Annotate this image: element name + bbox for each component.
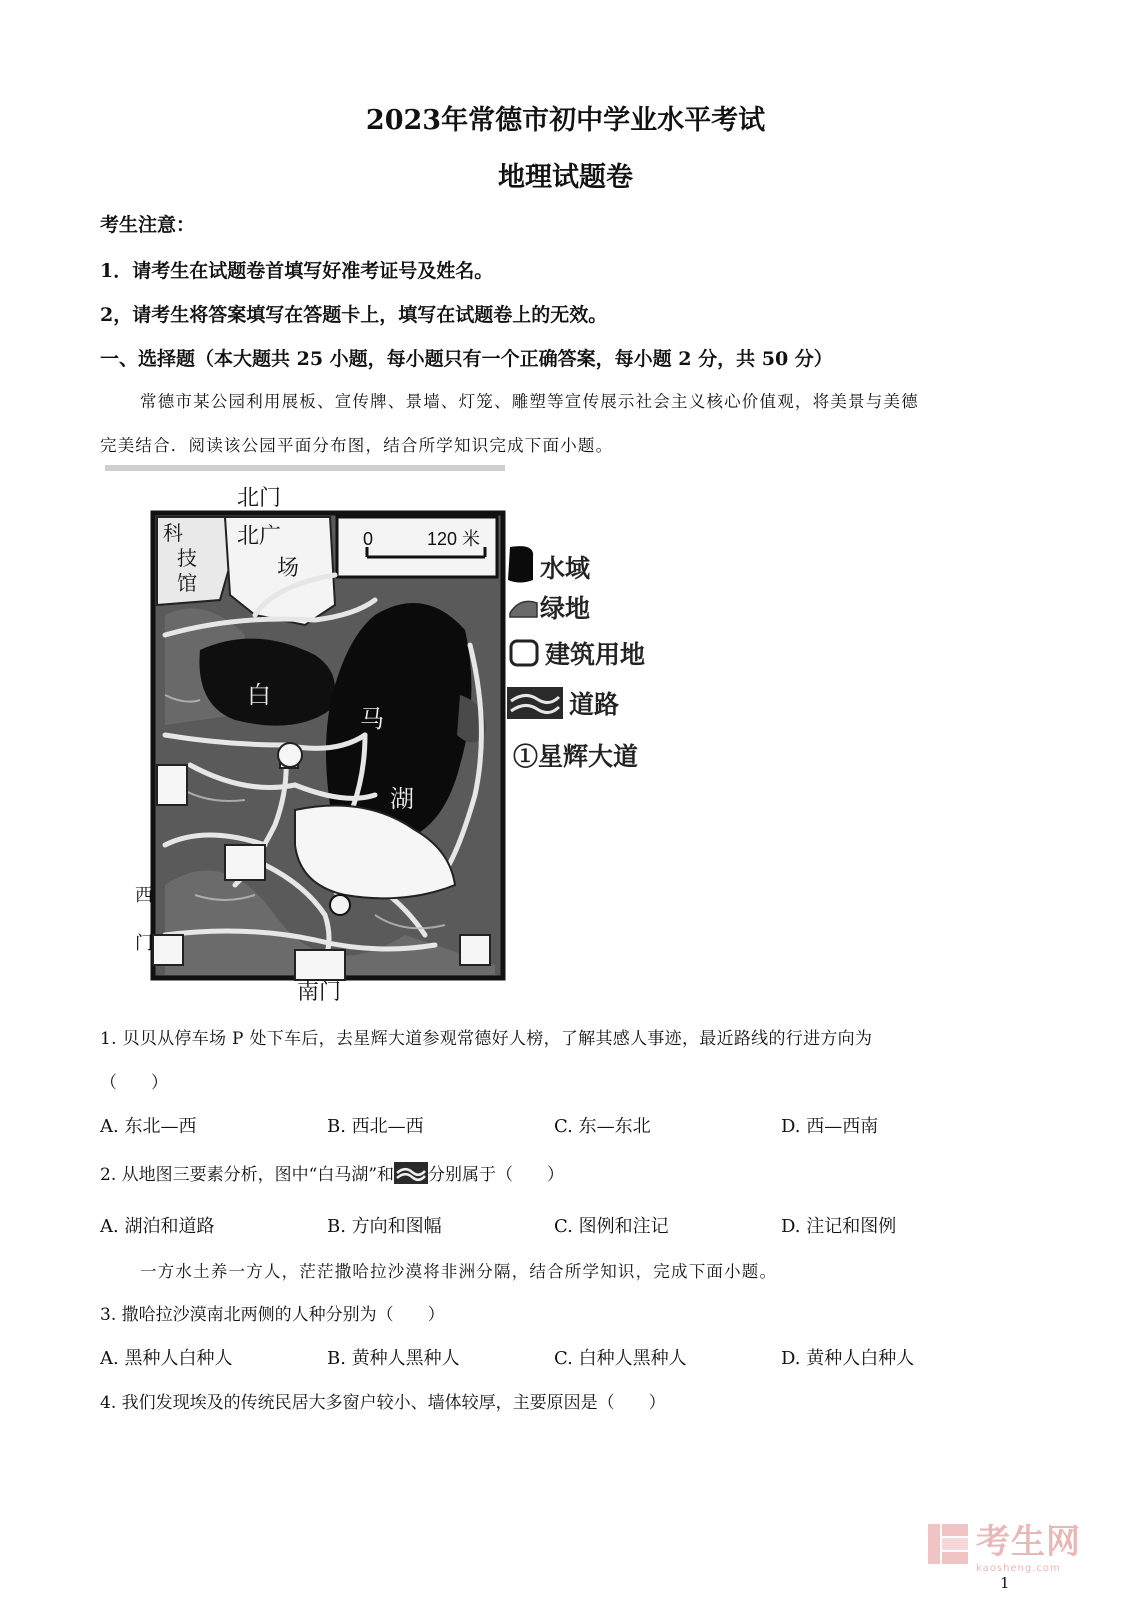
map-legend xyxy=(507,546,645,771)
intro-paragraph-line-1: 常德市某公园利用展板、宣传牌、景墙、灯笼、雕塑等宣传展示社会主义核心价值观，将美景与美德 xyxy=(140,392,919,411)
question-3-option-d: D. 黄种人白种人 xyxy=(781,1348,915,1369)
map-label-west-gate-2: 门 xyxy=(135,933,153,953)
question-3-text: 3. 撒哈拉沙漠南北两侧的人种分别为（ ） xyxy=(100,1305,445,1325)
building-land-icon xyxy=(511,641,537,665)
question-3-option-b: B. 黄种人黑种人 xyxy=(327,1348,460,1369)
map-label-south-gate: 南门 xyxy=(297,979,342,1004)
road-symbol-icon xyxy=(394,1162,428,1184)
question-1-option-b: B. 西北—西 xyxy=(327,1116,424,1137)
map-label-lake-2: 马 xyxy=(360,706,384,733)
road-icon xyxy=(507,687,563,719)
question-3-option-c: C. 白种人黑种人 xyxy=(554,1348,687,1369)
watermark xyxy=(926,1514,1081,1574)
legend-label-water: 水域 xyxy=(540,555,591,583)
question-2-text-after: 分别属于（ ） xyxy=(428,1165,565,1185)
question-4-text: 4. 我们发现埃及的传统民居大多窗户较小、墙体较厚，主要原因是（ ） xyxy=(100,1393,666,1413)
notice-item-2: 2，请考生将答案填写在答题卡上，填写在试题卷上的无效。 xyxy=(100,304,608,326)
watermark-text: 考生网 xyxy=(976,1522,1081,1562)
map-label-north-square-2: 场 xyxy=(277,555,300,580)
scale-zero: 0 xyxy=(363,529,374,549)
kaosheng-logo-icon xyxy=(926,1522,970,1566)
cropped-caption-strip xyxy=(105,465,505,471)
question-2-option-b: B. 方向和图幅 xyxy=(327,1216,442,1237)
exam-subtitle: 地理试题卷 xyxy=(498,162,633,193)
map-label-museum-1: 科 xyxy=(163,523,183,545)
notice-item-1: 1．请考生在试题卷首填写好准考证号及姓名。 xyxy=(100,260,494,282)
map-label-north-square-1: 北广 xyxy=(237,523,282,548)
question-1-blank: （ ） xyxy=(100,1073,168,1093)
legend-label-building-land: 建筑用地 xyxy=(545,641,646,669)
map-label-lake-1: 白 xyxy=(247,682,271,709)
intro-paragraph-line-2: 完美结合．阅读该公园平面分布图，结合所学知识完成下面小题。 xyxy=(100,436,614,455)
question-3-option-a: A. 黑种人白种人 xyxy=(100,1348,233,1369)
map-label-north-gate: 北门 xyxy=(237,485,282,510)
notice-heading: 考生注意： xyxy=(100,214,196,236)
question-1-option-d: D. 西—西南 xyxy=(781,1116,879,1137)
question-1-text: 1. 贝贝从停车场 P 处下车后，去星辉大道参观常德好人榜，了解其感人事迹，最近路线的行进方向为 xyxy=(100,1029,873,1049)
scale-distance: 120 米 xyxy=(427,529,481,549)
question-2-option-a: A. 湖泊和道路 xyxy=(100,1216,215,1237)
map-label-museum-3: 馆 xyxy=(177,573,197,595)
question-1-option-a: A. 东北—西 xyxy=(100,1116,197,1137)
legend-label-green-land: 绿地 xyxy=(540,595,591,623)
section-heading: 一、选择题（本大题共 25 小题，每小题只有一个正确答案，每小题 2 分，共 50 分） xyxy=(100,348,833,370)
park-map xyxy=(105,465,705,1025)
park-map-figure xyxy=(105,465,705,1025)
exam-title: 2023年常德市初中学业水平考试 xyxy=(365,105,766,136)
map-label-lake-3: 湖 xyxy=(390,786,414,813)
page-number: 1 xyxy=(1000,1574,1010,1592)
watermark-url: kaosheng.com xyxy=(976,1563,1061,1574)
question-1-option-c: C. 东—东北 xyxy=(554,1116,651,1137)
intro-paragraph-2: 一方水土养一方人，茫茫撒哈拉沙漠将非洲分隔，结合所学知识，完成下面小题。 xyxy=(140,1262,778,1281)
map-label-museum-2: 技 xyxy=(177,548,197,570)
water-icon xyxy=(508,546,533,582)
marker-1-icon xyxy=(330,895,350,915)
map-label-west-gate-1: 西 xyxy=(135,885,153,905)
question-2-option-d: D. 注记和图例 xyxy=(781,1216,897,1237)
legend-label-road: 道路 xyxy=(569,691,620,719)
legend-label-star-avenue: ①星辉大道 xyxy=(513,743,639,771)
question-2-option-c: C. 图例和注记 xyxy=(554,1216,669,1237)
west-gate-area xyxy=(153,935,183,965)
question-2-text-before: 2. 从地图三要素分析，图中“白马湖”和 xyxy=(100,1165,395,1185)
green-land-icon xyxy=(510,601,537,617)
south-gate-area xyxy=(295,950,345,980)
question-2-line xyxy=(100,1160,564,1185)
